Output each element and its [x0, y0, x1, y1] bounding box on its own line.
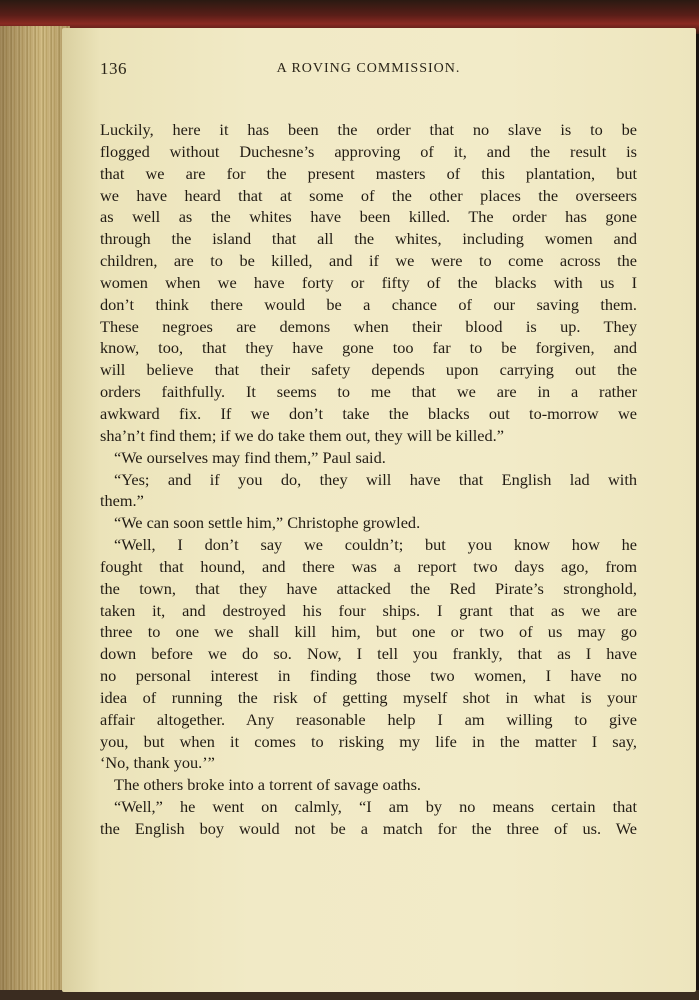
- running-head: A ROVING COMMISSION.: [276, 61, 461, 76]
- text-line: that we are for the present masters of this plantation, but: [100, 163, 637, 183]
- text-line: “We ourselves may find them,” Paul said.: [114, 447, 386, 467]
- text-line: as well as the whites have been killed. The order has gone: [100, 207, 637, 227]
- text-line: know, too, that they have gone too far to be forgiven, and: [100, 338, 637, 358]
- text-line: through the island that all the whites, including women and: [100, 229, 637, 249]
- text-line: The others broke into a torrent of savage oaths.: [114, 775, 421, 795]
- text-line: no personal interest in finding those two women, I have no: [100, 666, 637, 686]
- text-line: idea of running the risk of getting myself shot in what is your: [100, 687, 637, 707]
- text-line: Luckily, here it has been the order that no slave is to be: [100, 120, 637, 139]
- page-leaf-shade: [0, 26, 70, 1000]
- text-line: women when we have forty or fifty of the blacks with us I: [100, 272, 637, 292]
- text-line: ‘No, thank you.’”: [100, 753, 215, 773]
- text-line: don’t think there would be a chance of our saving them.: [100, 294, 637, 314]
- text-line: down before we do so. Now, I tell you frankly, that as I have: [100, 644, 637, 664]
- text-line: taken it, and destroyed his four ships. I grant that as we are: [100, 600, 637, 620]
- text-line: “We can soon settle him,” Christophe growled.: [114, 513, 421, 533]
- page-header: [100, 59, 637, 81]
- text-line: These negroes are demons when their blood is up. They: [100, 316, 637, 336]
- text-line: sha’n’t find them; if we do take them out, they will be killed.”: [100, 425, 504, 445]
- text-line: “Well,” he went on calmly, “I am by no means certain that: [114, 797, 637, 817]
- text-line: awkward fix. If we don’t take the blacks out to-morrow we: [100, 403, 637, 423]
- text-line: fought that hound, and there was a report two days ago, from: [100, 556, 637, 576]
- body-text: [100, 119, 637, 840]
- text-line: the English boy would not be a match for the three of us. We: [100, 819, 637, 838]
- text-line: we have heard that at some of the other places the overseers: [100, 185, 637, 205]
- page-number: 136: [100, 59, 127, 78]
- text-line: orders faithfully. It seems to me that we are in a rather: [100, 382, 637, 402]
- text-line: the town, that they have attacked the Red Pirate’s stronghold,: [100, 578, 637, 598]
- text-line: “Well, I don’t say we couldn’t; but you know how he: [114, 535, 637, 555]
- text-line: you, but when it comes to risking my life in the matter I say,: [100, 731, 637, 751]
- text-line: children, are to be killed, and if we were to come across the: [100, 251, 637, 271]
- text-line: will believe that their safety depends upon carrying out the: [100, 360, 637, 380]
- text-line: affair altogether. Any reasonable help I am willing to give: [100, 709, 637, 729]
- text-line: flogged without Duchesne’s approving of it, and the result is: [100, 141, 637, 161]
- text-line: three to one we shall kill him, but one or two of us may go: [100, 622, 637, 642]
- text-line: them.”: [100, 491, 144, 511]
- text-line: “Yes; and if you do, they will have that English lad with: [114, 469, 637, 489]
